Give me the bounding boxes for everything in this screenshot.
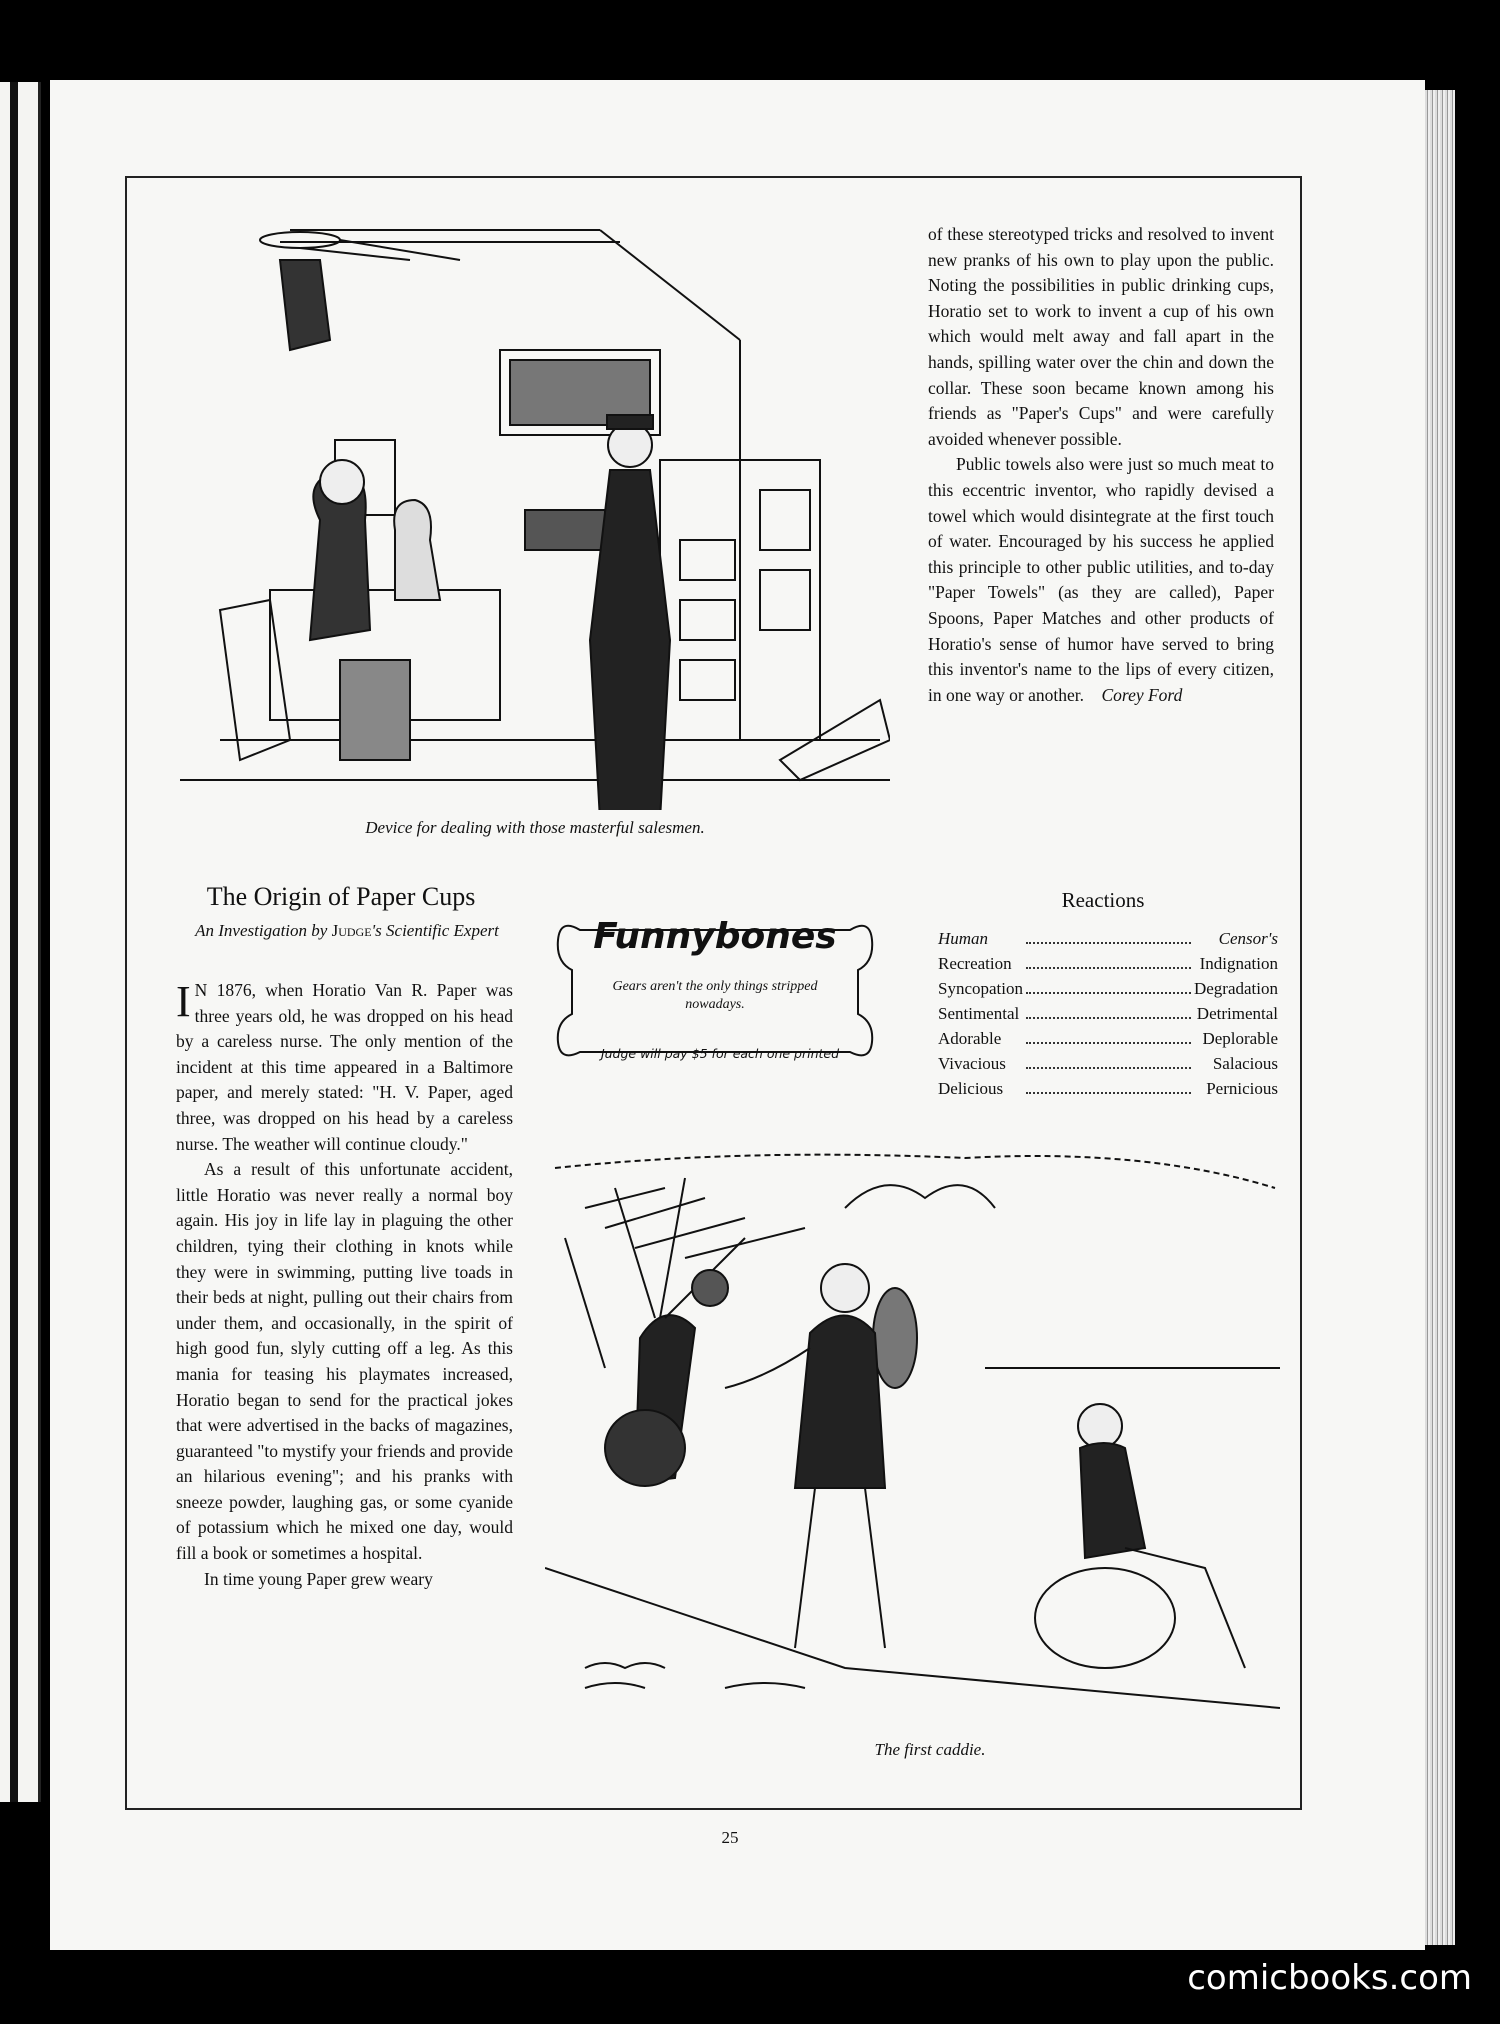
article-continuation-column — [928, 222, 1274, 708]
reaction-censor: Degradation — [1193, 979, 1278, 998]
reaction-censor: Pernicious — [1206, 1079, 1278, 1098]
reactions-table — [938, 926, 1278, 1101]
reaction-human: Sentimental — [938, 1004, 1020, 1023]
reactions-row — [938, 1051, 1278, 1076]
article-title: The Origin of Paper Cups — [206, 882, 476, 911]
dot-leader — [1023, 1001, 1194, 1026]
subtitle-prefix: An Investigation by — [195, 921, 332, 940]
reaction-human: Recreation — [938, 954, 1012, 973]
reaction-human: Adorable — [938, 1029, 1002, 1048]
caveman-caddie-drawing — [545, 1148, 1280, 1738]
article-subtitle — [182, 920, 512, 942]
dot-leader — [1023, 1076, 1194, 1101]
article-paragraph: In time young Paper grew weary — [204, 1568, 433, 1589]
reactions-row — [938, 1001, 1278, 1026]
reactions-header-right: Censor's — [1218, 929, 1278, 948]
reaction-censor: Indignation — [1199, 954, 1278, 973]
article-paragraph-text: N 1876, when Horatio Van R. Paper was three years old, he was dropped on his head by a careless nurse. The only mention of the incident at this time appeared in a Baltimore paper, and merely stated: "H. V. Paper, aged three, was dropped on his head by a careless nurse. The weather will continue cloudy." — [176, 980, 513, 1154]
header-spacer — [1023, 926, 1194, 951]
dot-leader — [1023, 951, 1194, 976]
article-paragraph: As a result of this unfortunate accident, little Horatio was never really a normal boy again. His joy in life lay in plaguing the other children, tying their clothing in knots while they were in swimming, putting live toads in their beds at night, pulling out their chairs from under them, and occasionally, in the spirit of high good fun, slyly cutting off a leg. As this mania for teasing his playmates increased, Horatio began to send for the practical jokes that were advertised in the backs of magazines, guaranteed "to mystify your friends and provide an hilarious evening"; and his pranks with sneeze powder, laughing gas, or some cyanide of potassium which he mixed one day, would fill a book or sometimes a hospital. — [176, 1159, 513, 1564]
reactions-row — [938, 1026, 1278, 1051]
reactions-row — [938, 951, 1278, 976]
top-cartoon-caption: Device for dealing with those masterful salesmen. — [365, 818, 705, 837]
reactions-header-row — [938, 926, 1278, 951]
article-continued-paragraph: of these stereotyped tricks and resolved to invent new pranks of his own to play upon the public. Noting the possibilities in public drinking cups, Horatio set to work to invent a cup of his own which would melt away and fall apart in the hands, spilling water over the chin and down the collar. These soon became known among his friends as "Paper's Cups" and were carefully avoided whenever possible. — [928, 224, 1274, 449]
dot-leader — [1023, 1051, 1194, 1076]
watermark: comicbooks.com — [1187, 1958, 1472, 1998]
left-page-edge — [0, 82, 41, 1802]
reactions-title: Reactions — [1061, 888, 1145, 912]
salesman-cartoon-illustration — [180, 220, 890, 810]
subtitle-judge: Judge — [331, 921, 372, 940]
reaction-human: Vivacious — [938, 1054, 1006, 1073]
reactions-header-left: Human — [938, 929, 989, 948]
dot-leader — [1023, 976, 1194, 1001]
funnybones-joke: Gears aren't the only things stripped nowadays. — [612, 979, 818, 1012]
reaction-censor: Salacious — [1212, 1054, 1278, 1073]
funnybones-box — [550, 912, 880, 1070]
article-left-column — [176, 978, 513, 1592]
funnybones-title: Funnybones — [593, 916, 837, 957]
subtitle-suffix: 's Scientific Expert — [371, 921, 499, 940]
article-continued-paragraph — [928, 452, 1274, 708]
left-page-bar — [10, 82, 18, 1802]
article-first-paragraph — [176, 978, 513, 1157]
reactions-row — [938, 1076, 1278, 1101]
funnybones-footer: Judge will pay $5 for each one printed — [600, 1046, 840, 1061]
reaction-human: Delicious — [938, 1079, 1004, 1098]
reactions-row — [938, 976, 1278, 1001]
drop-cap: I — [176, 977, 191, 1026]
author-signature: Corey Ford — [1101, 684, 1183, 705]
page-number: 25 — [721, 1828, 739, 1847]
page-stack-edge — [1425, 90, 1455, 1945]
reaction-censor: Detrimental — [1196, 1004, 1278, 1023]
bottom-cartoon-caption: The first caddie. — [874, 1740, 986, 1759]
office-scene-drawing — [180, 220, 890, 810]
dot-leader — [1023, 1026, 1194, 1051]
caddie-cartoon-illustration — [545, 1148, 1280, 1738]
reaction-censor: Deplorable — [1202, 1029, 1278, 1048]
reaction-human: Syncopation — [938, 979, 1023, 998]
article-continued-paragraph-text: Public towels also were just so much meat to this eccentric inventor, who rapidly devised a towel which would disintegrate at the first touch of water. Encouraged by his success he applied this principle to other public utilities, and to-day "Paper Towels" (as they are called), Paper Spoons, Paper Matches and other products of Horatio's sense of humor have served to bring this inventor's name to the lips of every citizen, in one way or another. — [928, 454, 1274, 705]
